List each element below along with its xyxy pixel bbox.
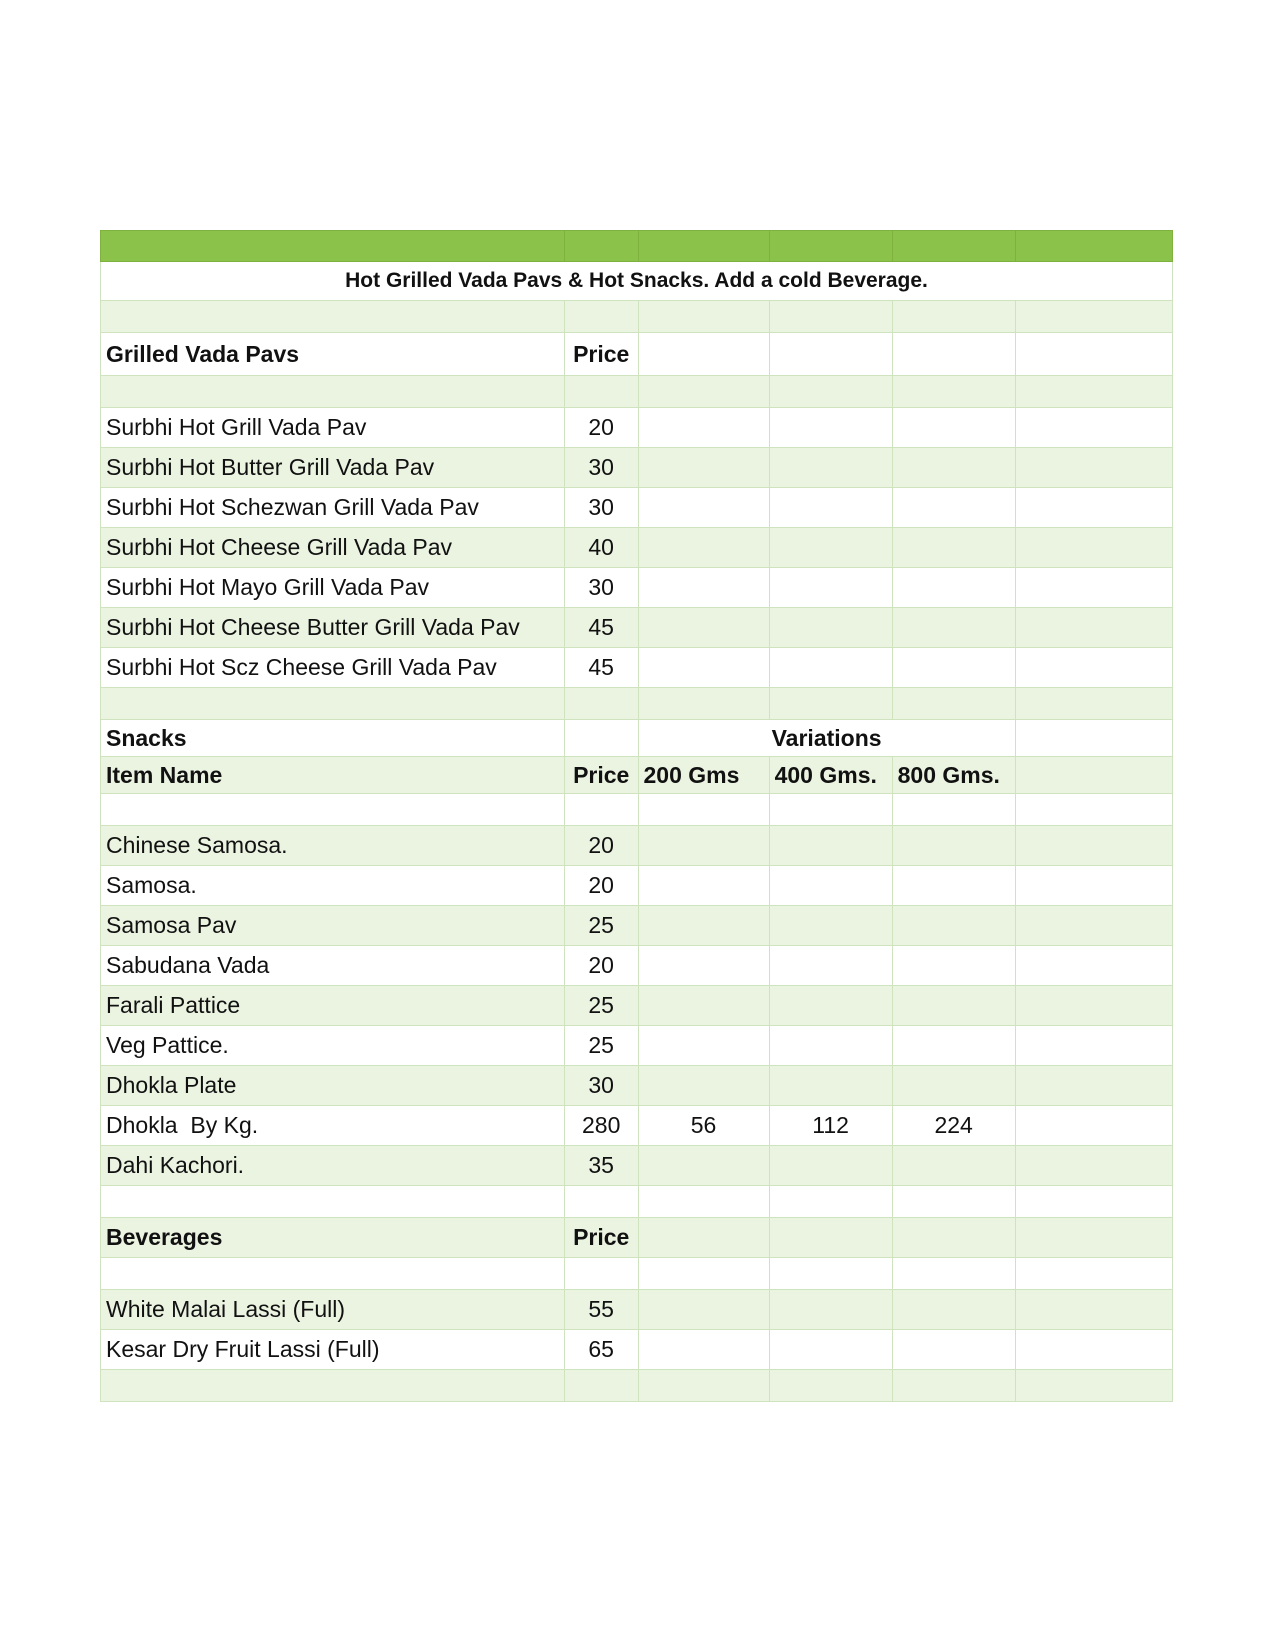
item-price: 20 [564, 866, 638, 906]
item-price: 30 [564, 448, 638, 488]
menu-row [101, 826, 1173, 866]
item-name: Surbhi Hot Scz Cheese Grill Vada Pav [101, 648, 565, 688]
spacer-row [101, 301, 1173, 333]
item-name: Surbhi Hot Butter Grill Vada Pav [101, 448, 565, 488]
menu-sheet [100, 230, 1173, 1402]
item-name: Chinese Samosa. [101, 826, 565, 866]
spacer-row [101, 1258, 1173, 1290]
item-name: Surbhi Hot Mayo Grill Vada Pav [101, 568, 565, 608]
item-name: Dahi Kachori. [101, 1146, 565, 1186]
item-price: 20 [564, 408, 638, 448]
banner-row [101, 262, 1173, 301]
menu-row [101, 1330, 1173, 1370]
item-price: 45 [564, 608, 638, 648]
menu-row [101, 986, 1173, 1026]
menu-row [101, 1290, 1173, 1330]
variation-200gms-price: 56 [638, 1106, 769, 1146]
menu-row [101, 1106, 1173, 1146]
item-name: Sabudana Vada [101, 946, 565, 986]
item-name: Samosa Pav [101, 906, 565, 946]
menu-row [101, 488, 1173, 528]
item-name: White Malai Lassi (Full) [101, 1290, 565, 1330]
menu-row [101, 946, 1173, 986]
item-name: Dhokla Plate [101, 1066, 565, 1106]
snacks-header-row [101, 720, 1173, 757]
variation-400gms-price: 112 [769, 1106, 892, 1146]
vada-pav-header-row [101, 333, 1173, 376]
item-name: Veg Pattice. [101, 1026, 565, 1066]
menu-row [101, 608, 1173, 648]
column-header-800gms: 800 Gms. [892, 757, 1015, 794]
column-header-200gms: 200 Gms [638, 757, 769, 794]
vada-pav-section-title: Grilled Vada Pavs [101, 333, 565, 376]
spacer-row [101, 376, 1173, 408]
item-name: Dhokla By Kg. [101, 1106, 565, 1146]
menu-row [101, 1026, 1173, 1066]
menu-row [101, 1066, 1173, 1106]
item-name: Surbhi Hot Schezwan Grill Vada Pav [101, 488, 565, 528]
spacer-row [101, 688, 1173, 720]
menu-row [101, 906, 1173, 946]
item-price: 25 [564, 986, 638, 1026]
menu-row [101, 568, 1173, 608]
spacer-row [101, 794, 1173, 826]
item-price: 40 [564, 528, 638, 568]
item-price: 30 [564, 568, 638, 608]
variation-800gms-price: 224 [892, 1106, 1015, 1146]
item-price: 65 [564, 1330, 638, 1370]
column-header-400gms: 400 Gms. [769, 757, 892, 794]
beverages-section-title: Beverages [101, 1218, 565, 1258]
snacks-section-title: Snacks [101, 720, 565, 757]
spacer-row [101, 1370, 1173, 1402]
item-price: 55 [564, 1290, 638, 1330]
item-price: 25 [564, 906, 638, 946]
column-header-item-name: Item Name [101, 757, 565, 794]
item-name: Farali Pattice [101, 986, 565, 1026]
column-header-price: Price [564, 757, 638, 794]
menu-row [101, 648, 1173, 688]
menu-row [101, 1146, 1173, 1186]
item-name: Samosa. [101, 866, 565, 906]
snacks-column-header-row [101, 757, 1173, 794]
item-price: 45 [564, 648, 638, 688]
beverages-header-row [101, 1218, 1173, 1258]
item-price: 280 [564, 1106, 638, 1146]
vada-pav-price-header: Price [564, 333, 638, 376]
item-name: Surbhi Hot Cheese Grill Vada Pav [101, 528, 565, 568]
header-band-row [101, 231, 1173, 262]
spacer-row [101, 1186, 1173, 1218]
item-price: 20 [564, 946, 638, 986]
item-price: 25 [564, 1026, 638, 1066]
item-name: Surbhi Hot Cheese Butter Grill Vada Pav [101, 608, 565, 648]
item-name: Kesar Dry Fruit Lassi (Full) [101, 1330, 565, 1370]
item-price: 20 [564, 826, 638, 866]
menu-banner: Hot Grilled Vada Pavs & Hot Snacks. Add a cold Beverage. [101, 262, 1173, 301]
menu-row [101, 528, 1173, 568]
item-price: 30 [564, 488, 638, 528]
beverages-price-header: Price [564, 1218, 638, 1258]
menu-row [101, 408, 1173, 448]
menu-row [101, 448, 1173, 488]
item-price: 30 [564, 1066, 638, 1106]
item-price: 35 [564, 1146, 638, 1186]
menu-row [101, 866, 1173, 906]
item-name: Surbhi Hot Grill Vada Pav [101, 408, 565, 448]
variations-label: Variations [638, 720, 1015, 757]
